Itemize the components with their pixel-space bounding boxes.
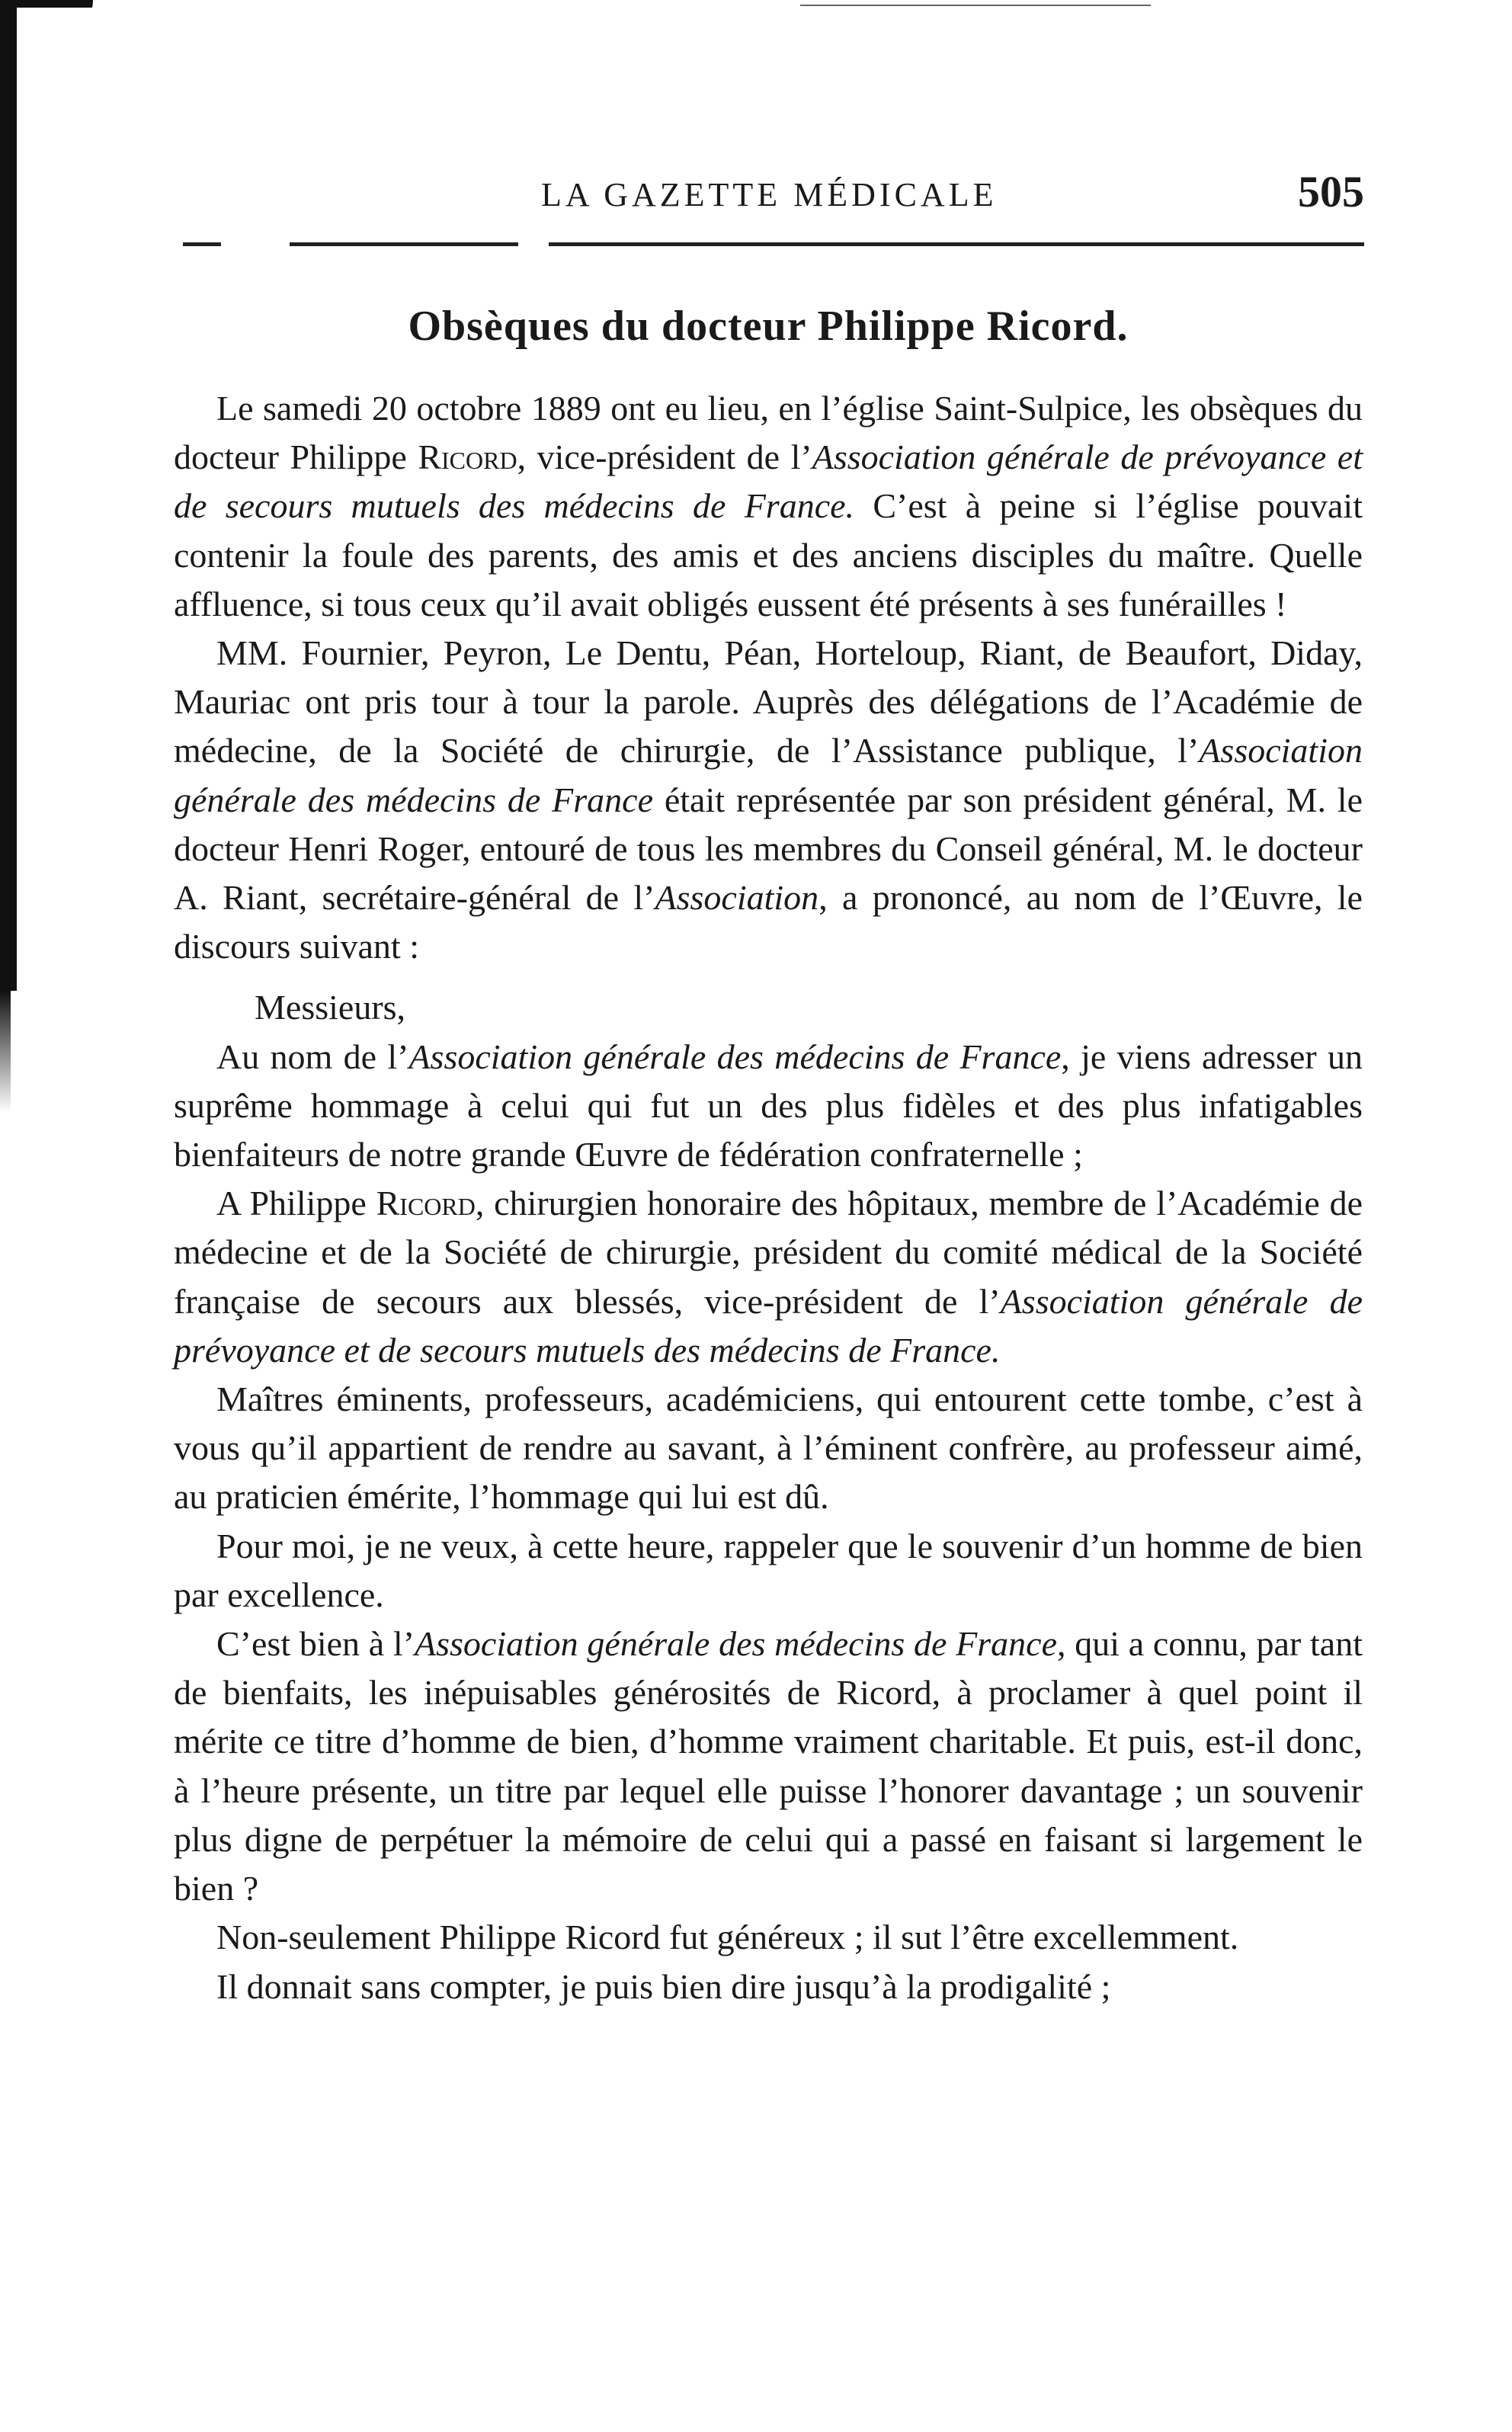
article-intro [174, 384, 1363, 971]
speech-paragraph [174, 1522, 1363, 1620]
running-head [175, 166, 1364, 235]
text-run: Pour moi, je ne veux, à cette heure, rappeler que le souvenir d’un homme de bien par excellence. [174, 1526, 1363, 1614]
binding-shadow [0, 0, 17, 991]
text-run: , chirurgien honoraire des hôpitaux, membre de l’Académie de médecine et de la Société de chirurgie, président du comité médical de la Société française de secours aux blessés, vice-président de l’ [174, 1184, 1363, 1321]
speech-paragraph [174, 1375, 1363, 1522]
binding-edge-mark [17, 0, 93, 38]
text-run: , je viens adresser un suprême hommage à celui qui fut un des plus fidèles et des plus infatigables bienfaiteurs de notre grande Œuvre de fédération confraternelle ; [174, 1037, 1363, 1174]
text-run: Au nom de l’ [216, 1037, 409, 1076]
italic-run: Association générale des médecins de France [408, 1037, 1062, 1076]
article [174, 302, 1363, 2011]
italic-run: Association générale des médecins de France [174, 731, 1363, 819]
italic-run: Association générale de prévoyance et de secours mutuels des médecins de France. [174, 437, 1363, 526]
speech-salutation: Messieurs, [255, 988, 406, 1027]
text-run: , a prononcé, au nom de l’Œuvre, le discours suivant : [174, 878, 1363, 966]
speech-paragraph [174, 1913, 1363, 1962]
top-edge-rule [800, 5, 1151, 6]
small-caps-run: Ricord [376, 1184, 476, 1223]
text-run: , qui a connu, par tant de bienfaits, les inépuisables générosités de Ricord, à proclamer à quel point il mérite ce titre d’homme de bien, d’homme vraiment charitable. Et puis, est-il donc, à l’heure présente, un titre par lequel elle puisse l’honorer davantage ; un souvenir plus digne de perpétuer la mémoire de celui qui a passé en faisant si largement le bien ? [174, 1624, 1363, 1908]
text-run: Maîtres éminents, professeurs, académiciens, qui entourent cette tombe, c’est à vous qu’il appartient de rendre au savant, à l’éminent confrère, au professeur aimé, au praticien émérite, l’hommage qui lui est dû. [174, 1379, 1363, 1517]
header-rule [137, 242, 1364, 246]
binding-shadow-fade [0, 991, 11, 1113]
text-run: A Philippe [216, 1184, 376, 1223]
article-title: Obsèques du docteur Philippe Ricord. [408, 303, 1129, 350]
italic-run: Association [655, 878, 819, 918]
italic-run: Association générale des médecins de France [415, 1624, 1057, 1664]
text-run: Il donnait sans compter, je puis bien dire jusqu’à la prodigalité ; [216, 1966, 1111, 2006]
speech-paragraph [174, 1179, 1363, 1375]
text-run: Le samedi 20 octobre 1889 ont eu lieu, en l’église Saint-Sulpice, les obsèques du docteur Philippe [174, 389, 1363, 477]
text-run: MM. Fournier, Peyron, Le Dentu, Péan, Horteloup, Riant, de Beaufort, Diday, Mauriac ont pris tour à tour la parole. Auprès des délégations de l’Académie de médecine, de la Société de chirurgie, de l’Assistance publique, l’ [174, 633, 1363, 771]
small-caps-run: Ricord [418, 437, 517, 477]
italic-run: Association générale de prévoyance et de secours mutuels des médecins de France. [174, 1281, 1363, 1370]
speech-paragraph [174, 1620, 1363, 1913]
speech-body [174, 1033, 1363, 2011]
speech-paragraph [174, 1963, 1363, 2011]
text-run: C’est à peine si l’église pouvait contenir la foule des parents, des amis et des anciens disciples du maître. Quelle affluence, si tous ceux qu’il avait obligés eussent été présents à ses funérailles ! [174, 486, 1363, 623]
journal-title: LA GAZETTE MÉDICALE [541, 176, 998, 213]
paragraphs-paragraph [174, 384, 1363, 629]
text-run: était représentée par son président général, M. le docteur Henri Roger, entouré de tous les membres du Conseil général, M. le docteur A. Riant, secrétaire-général de l’ [174, 780, 1363, 918]
paragraphs-paragraph [174, 629, 1363, 971]
text-run: Non-seulement Philippe Ricord fut généreux ; il sut l’être excellemment. [216, 1918, 1239, 1957]
text-run: C’est bien à l’ [216, 1624, 415, 1664]
speech-paragraph [174, 1033, 1363, 1180]
page-number: 505 [1298, 167, 1364, 216]
text-run: , vice-président de l’ [517, 437, 812, 477]
